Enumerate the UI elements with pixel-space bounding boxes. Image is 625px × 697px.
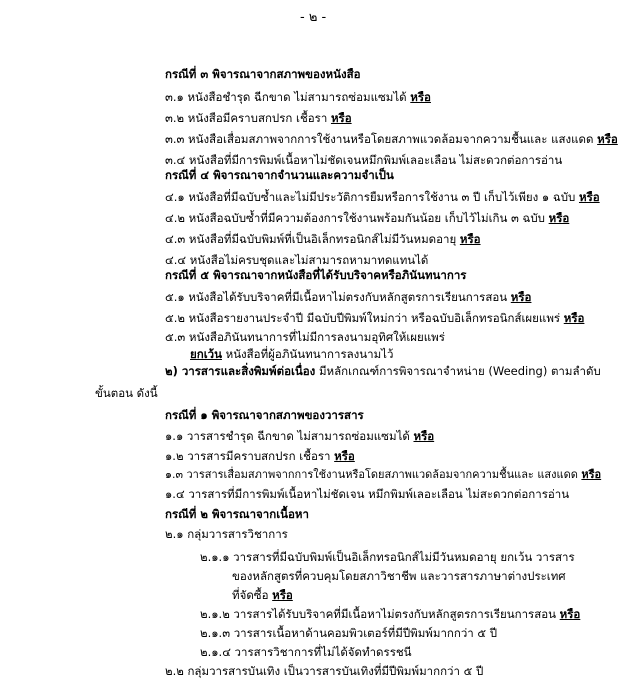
text-line	[165, 486, 569, 502]
text-line	[165, 167, 394, 183]
line-text: ๑.๔ วารสารที่มีการพิมพ์เนื้อหาไม่ชัดเจน หมึกพิมพ์เลอะเลือน ไม่สะดวกต่อการอ่าน	[165, 487, 570, 501]
line-text: ๔.๓ หนังสือที่มีฉบับพิมพ์ที่เป็นอิเล็กทรอนิกส์ไม่มีวันหมดอายุ	[165, 232, 460, 246]
or-keyword: หรือ	[334, 449, 355, 463]
text-line	[165, 363, 601, 379]
or-keyword: หรือ	[559, 607, 581, 621]
line-text: ๕.๑ หนังสือได้รับบริจาคที่มีเนื้อหาไม่ตรงกับหลักสูตรการเรียนการสอน	[165, 290, 511, 304]
text-line	[232, 587, 293, 603]
text-line	[165, 329, 445, 345]
line-text: ๔.๑ หนังสือที่มีฉบับซ้ำและไม่มีประวัติการยืมหรือการใช้งาน ๓ ปี เก็บไว้เพียง ๑ ฉบับ	[165, 190, 579, 204]
text-line	[200, 644, 412, 660]
text-line	[165, 66, 361, 82]
line-text: ๒) วารสารและสิ่งพิมพ์ต่อเนื่อง	[165, 364, 316, 378]
text-line	[165, 506, 309, 522]
text-line	[165, 526, 288, 542]
line-text: ยกเว้น	[190, 347, 222, 361]
text-line	[165, 267, 466, 283]
page-number: - ๒ -	[300, 10, 327, 25]
text-line	[232, 568, 566, 584]
text-line	[165, 428, 434, 444]
or-keyword: หรือ	[413, 429, 435, 443]
line-text: ๓.๔ หนังสือที่มีการพิมพ์เนื้อหาไม่ชัดเจนหมึกพิมพ์เลอะเลือน ไม่สะดวกต่อการอ่าน	[165, 153, 563, 167]
line-text: ๔.๒ หนังสือฉบับซ้ำที่มีความต้องการใช้งานพร้อมกันน้อย เก็บไว้ไม่เกิน ๓ ฉบับ	[165, 211, 549, 225]
or-keyword: หรือ	[578, 190, 600, 204]
line-text: ขั้นตอน ดังนี้	[95, 386, 158, 400]
text-line	[165, 448, 355, 464]
text-line	[165, 252, 428, 268]
line-text: ๒.๑.๔ วารสารวิชาการที่ไม่ได้จัดทำดรรชนี	[200, 645, 412, 659]
line-text: กรณีที่ ๓ พิจารณาจากสภาพของหนังสือ	[165, 67, 361, 81]
or-keyword: หรือ	[330, 111, 352, 125]
line-text: ๕.๓ หนังสือภินันทนาการที่ไม่มีการลงนามอุทิศให้เผยแพร่	[165, 330, 445, 344]
line-text: ๕.๒ หนังสือรายงานประจำปี มีฉบับปีพิมพ์ใหม่กว่า หรือฉบับอิเล็กทรอนิกส์เผยแพร่	[165, 311, 564, 325]
text-line	[190, 346, 393, 362]
line-text: กรณีที่ ๒ พิจารณาจากเนื้อหา	[165, 507, 309, 521]
or-keyword: หรือ	[410, 90, 431, 104]
line-text-continued: มีหลักเกณฑ์การพิจารณาจำหน่าย (Weeding) ตามลำดับ	[315, 364, 601, 378]
text-line	[165, 89, 431, 105]
line-text: ๒.๒ กลุ่มวารสารบันเทิง เป็นวารสารบันเทิงที่มีปีพิมพ์มากกว่า ๕ ปี	[165, 664, 484, 678]
line-text: ๒.๑ กลุ่มวารสารวิชาการ	[165, 527, 288, 541]
text-line	[165, 189, 600, 205]
line-text: ๑.๓ วารสารเสื่อมสภาพจากการใช้งานหรือโดยสภาพแวดล้อมจากความชื้นและ แสงแดด	[165, 468, 582, 481]
line-text: กรณีที่ ๔ พิจารณาจากจำนวนและความจำเป็น	[165, 168, 394, 182]
or-keyword: หรือ	[272, 588, 293, 602]
line-text: ๑.๒ วารสารมีคราบสกปรก เชื้อรา	[165, 449, 335, 463]
or-keyword: หรือ	[459, 232, 481, 246]
line-text: ๑.๑ วารสารชำรุด ฉีกขาด ไม่สามารถซ่อมแซมได้	[165, 429, 414, 443]
line-text: ของหลักสูตรที่ควบคุมโดยสภาวิชาชีพ และวารสารภาษาต่างประเทศ	[232, 569, 566, 583]
text-line	[165, 407, 364, 423]
text-line	[200, 606, 580, 622]
text-line	[200, 625, 497, 641]
line-text: ๓.๓ หนังสือเสื่อมสภาพจากการใช้งานหรือโดยสภาพแวดล้อมจากความชื้นและ แสงแดด	[165, 132, 598, 146]
line-text: ที่จัดซื้อ	[232, 588, 273, 602]
line-text: กรณีที่ ๑ พิจารณาจากสภาพของวารสาร	[165, 408, 364, 422]
text-line	[165, 152, 562, 168]
text-line	[165, 310, 584, 326]
text-line	[165, 663, 483, 679]
line-text: ๔.๔ หนังสือไม่ครบชุดและไม่สามารถหามาทดแทนได้	[165, 253, 429, 267]
line-text: ๒.๑.๒ วารสารได้รับบริจาคที่มีเนื้อหาไม่ตรงกับหลักสูตรการเรียนการสอน	[200, 607, 560, 621]
or-keyword: หรือ	[581, 468, 602, 481]
line-text: กรณีที่ ๕ พิจารณาจากหนังสือที่ได้รับบริจาคหรือภินันทนาการ	[165, 268, 467, 282]
or-keyword: หรือ	[563, 311, 585, 325]
text-line	[200, 549, 575, 565]
text-line	[95, 385, 158, 401]
text-line	[165, 110, 352, 126]
or-keyword: หรือ	[510, 290, 532, 304]
text-line	[165, 131, 618, 147]
text-line	[165, 210, 569, 226]
text-line	[165, 289, 531, 305]
line-text: ๒.๑.๑ วารสารที่มีฉบับพิมพ์เป็นอิเล็กทรอนิกส์ไม่มีวันหมดอายุ ยกเว้น วารสาร	[200, 550, 575, 564]
line-text: ๓.๑ หนังสือชำรุด ฉีกขาด ไม่สามารถซ่อมแซมได้	[165, 90, 411, 104]
text-line	[165, 467, 601, 483]
line-text-continued: หนังสือที่ผู้อภินันทนาการลงนามไว้	[221, 347, 394, 361]
line-text: ๒.๑.๓ วารสารเนื้อหาด้านคอมพิวเตอร์ที่มีปีพิมพ์มากกว่า ๕ ปี	[200, 626, 498, 640]
line-text: ๓.๒ หนังสือมีคราบสกปรก เชื้อรา	[165, 111, 331, 125]
or-keyword: หรือ	[548, 211, 570, 225]
text-line	[165, 231, 481, 247]
or-keyword: หรือ	[597, 132, 618, 146]
